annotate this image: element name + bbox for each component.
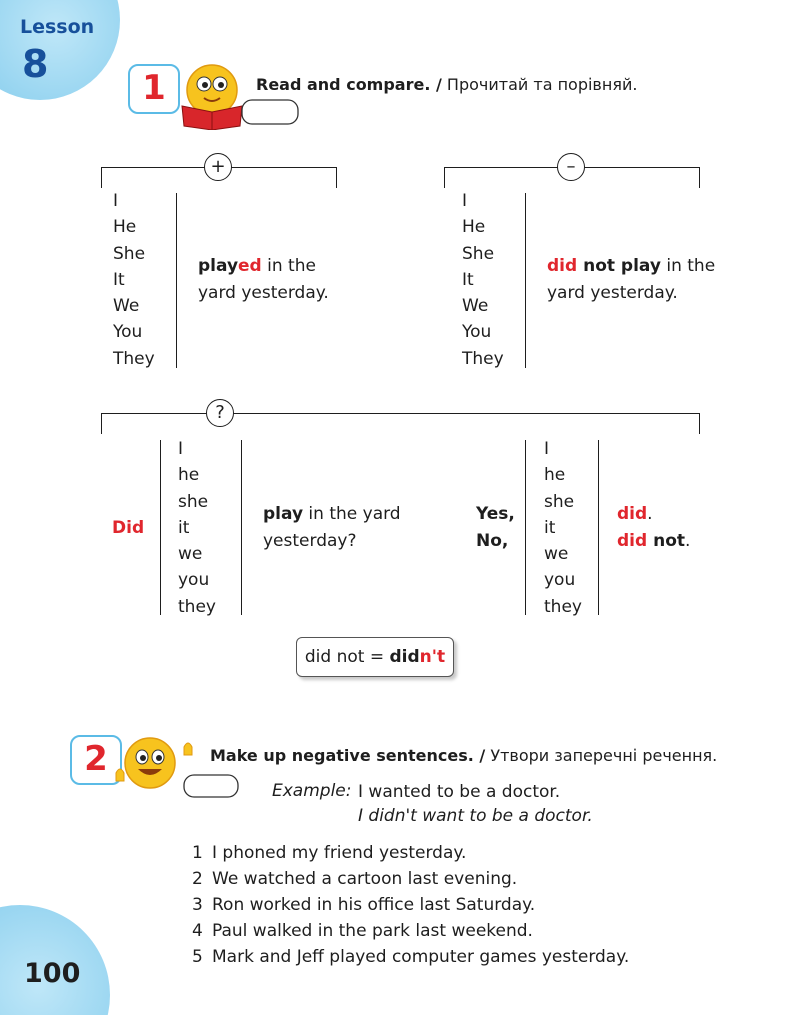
positive-sentence: played in the yard yesterday. [198,256,329,303]
list-item: 3 Ron worked in his office last Saturday. [192,895,536,915]
plus-symbol: + [204,153,232,181]
answer-divider-1 [525,440,526,615]
thumbs-up-smiley-icon [112,733,242,801]
page-number: 100 [24,958,81,989]
list-item: 5 Mark and Jeff played computer games yesterday. [192,947,630,967]
exercise-2-title: Make up negative sentences. / Утвори заперечні речення. [210,746,718,765]
positive-pronouns: I He She It We You They [113,191,155,369]
question-divider-2 [241,440,242,615]
answer-divider-2 [598,440,599,615]
exercise-2-list [192,840,629,970]
example-label: Example: [272,781,352,801]
negative-pronouns: I He She It We You They [462,191,504,369]
yes-no-words: Yes, No, [476,504,515,551]
list-item: 2 We watched a cartoon last evening. [192,869,518,889]
question-divider-1 [160,440,161,615]
positive-divider [176,193,177,368]
negative-sentence: did not play in the yard yesterday. [547,256,716,303]
minus-symbol: – [557,153,585,181]
exercise-2-number: 2 [70,735,122,785]
question-pronouns: I he she it we you they [178,439,216,617]
list-item: 1 I phoned my friend yesterday. [192,843,467,863]
short-answers: did. did not. [617,504,691,551]
question-sentence: play in the yard yesterday? [263,504,401,551]
lesson-badge-circle [0,0,120,100]
example-sentence: I wanted to be a doctor. [358,782,561,802]
lesson-number: 8 [22,42,49,86]
exercise-1-title: Read and compare. / Прочитай та порівняй. [256,75,638,94]
exercise-1-number: 1 [128,64,180,114]
question-aux: Did [112,518,145,538]
contraction-note: did not = didn't [296,637,454,677]
lesson-label: Lesson [20,16,95,38]
question-bracket [101,413,700,434]
answer-pronouns: I he she it we you they [544,439,582,617]
example-answer: I didn't want to be a doctor. [358,806,593,826]
reading-smiley-icon [176,60,302,130]
list-item: 4 Paul walked in the park last weekend. [192,921,533,941]
question-symbol: ? [206,399,234,427]
negative-divider [525,193,526,368]
